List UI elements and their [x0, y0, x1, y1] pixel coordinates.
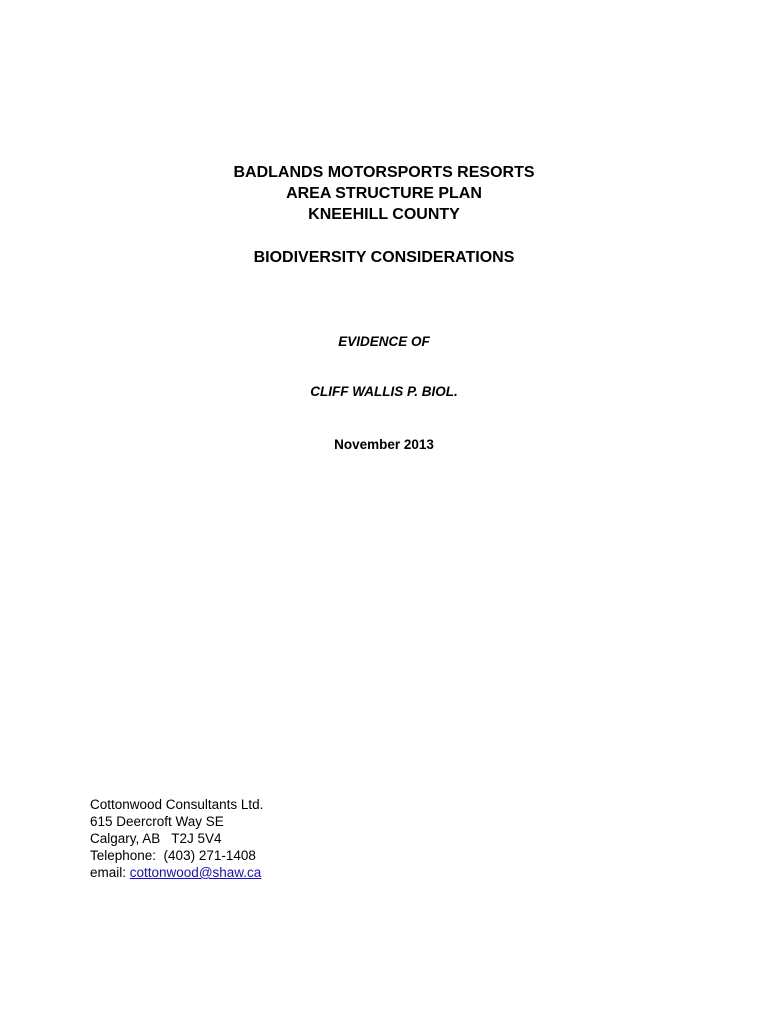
- title-line-3: KNEEHILL COUNTY: [308, 206, 460, 223]
- title-line-1: BADLANDS MOTORSPORTS RESORTS: [233, 164, 535, 181]
- document-title: [0, 162, 768, 225]
- email-label: email:: [90, 865, 130, 880]
- document-date: November 2013: [334, 437, 434, 452]
- author-name: CLIFF WALLIS P. BIOL.: [310, 384, 458, 399]
- company-name: Cottonwood Consultants Ltd.: [90, 797, 264, 812]
- email-link[interactable]: cottonwood@shaw.ca: [129, 865, 262, 880]
- city-postal: Calgary, AB T2J 5V4: [90, 831, 222, 846]
- email-line: [90, 864, 263, 881]
- telephone: Telephone: (403) 271-1408: [90, 848, 256, 863]
- street-address: 615 Deercroft Way SE: [90, 814, 224, 829]
- evidence-label: EVIDENCE OF: [338, 334, 430, 349]
- title-line-2: AREA STRUCTURE PLAN: [286, 185, 482, 202]
- document-subtitle: BIODIVERSITY CONSIDERATIONS: [253, 249, 515, 266]
- contact-address: [90, 796, 263, 881]
